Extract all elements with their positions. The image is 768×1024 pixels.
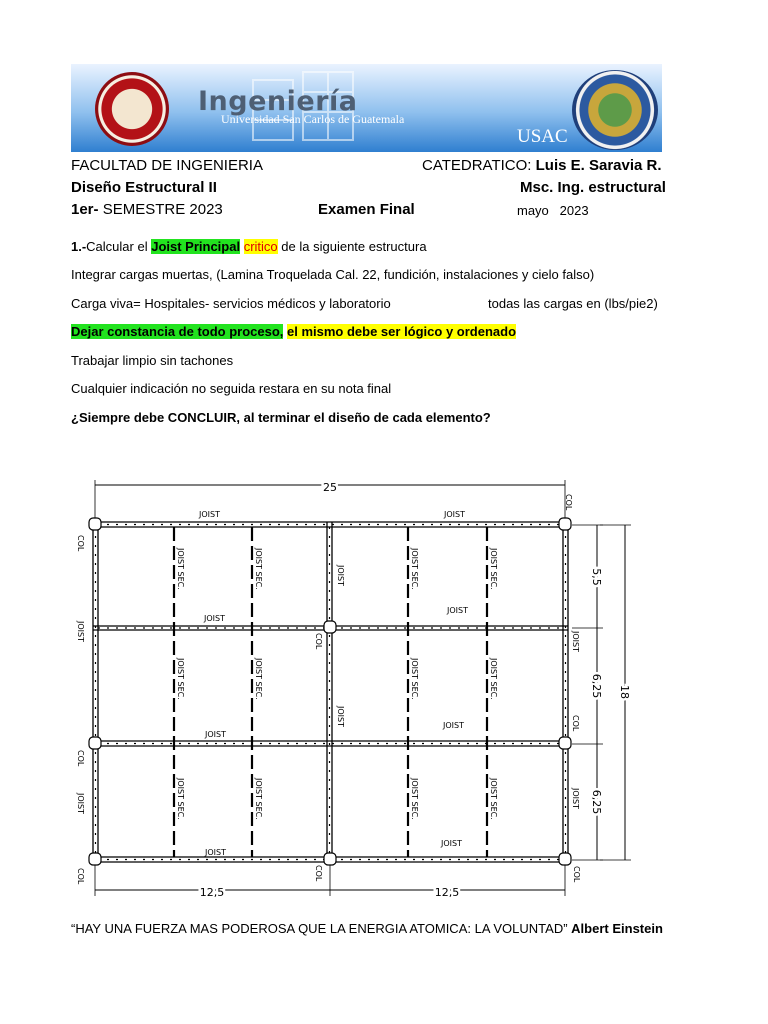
joist-label: JOIST [76, 621, 85, 642]
banner-title: Ingeniería [198, 86, 358, 117]
dim-bottom-left-label: 12,5 [199, 886, 225, 899]
joist-sec-label: JOIST SEC. [254, 548, 263, 590]
highlight-dejar-constancia: Dejar constancia de todo proceso, [71, 324, 284, 339]
semester-ordinal: 1er- [71, 201, 99, 218]
degree: Msc. Ing. estructural [520, 179, 666, 196]
column-symbol [89, 853, 101, 865]
column-symbol [559, 518, 571, 530]
question-line-2: Integrar cargas muertas, (Lamina Troquelada Cal. 22, fundición, instalaciones y cielo falso) [71, 267, 595, 282]
joist-label: JOIST [199, 510, 220, 519]
question-line-1-d: de la siguiente estructura [281, 239, 427, 254]
column-symbol [559, 737, 571, 749]
col-label: COL [572, 866, 581, 883]
col-label: COL [76, 750, 85, 767]
col-label: COL [76, 868, 85, 885]
joist-sec-label: JOIST SEC. [489, 778, 498, 820]
joist-sec-label: JOIST SEC. [410, 548, 419, 590]
quote [71, 921, 663, 936]
course-name: Diseño Estructural II [71, 179, 217, 196]
joist-label: JOIST [441, 839, 462, 848]
catedratico-label: CATEDRATICO: [422, 157, 532, 174]
question-line-7: ¿Siempre debe CONCLUIR, al terminar el diseño de cada elemento? [71, 410, 491, 425]
joist-sec-label: JOIST SEC. [489, 548, 498, 590]
semester-label: SEMESTRE 2023 [102, 201, 223, 218]
highlight-joist-principal: Joist Principal [151, 239, 241, 254]
question-line-3a: Carga viva= Hospitales- servicios médicos y laboratorio [71, 296, 391, 311]
column-symbol [559, 853, 571, 865]
column-symbol [89, 737, 101, 749]
column-symbol [89, 518, 101, 530]
column-symbol [324, 853, 336, 865]
joist-label: JOIST [205, 848, 226, 857]
joist-label: JOIST [205, 730, 226, 739]
question-line-6: Cualquier indicación no seguida restara en su nota final [71, 381, 392, 396]
col-label: COL [314, 633, 323, 650]
dim-total-label: 18 [618, 685, 631, 699]
col-label: COL [571, 715, 580, 732]
dim-bottom-right-label: 12,5 [434, 886, 460, 899]
question-line-1-a: Calcular el [86, 239, 148, 254]
joist-sec-label: JOIST SEC. [254, 658, 263, 700]
column-symbol [324, 621, 336, 633]
joist-label: JOIST [336, 706, 345, 727]
joist-label: JOIST [447, 606, 468, 615]
col-label: COL [76, 535, 85, 552]
joist-sec-label: JOIST SEC. [176, 548, 185, 590]
joist-label: JOIST [571, 788, 580, 809]
exam-date: mayo 2023 [517, 203, 589, 218]
joist-label: JOIST [204, 614, 225, 623]
exam-title: Examen Final [318, 201, 415, 218]
joist-sec-label: JOIST SEC. [176, 658, 185, 700]
usac-label: USAC [517, 126, 568, 147]
quote-author: Albert Einstein [571, 921, 663, 936]
joist-sec-label: JOIST SEC. [489, 658, 498, 700]
joist-label: JOIST [443, 721, 464, 730]
col-label: COL [314, 865, 323, 882]
col-label: COL [564, 494, 573, 511]
joist-label: JOIST [76, 793, 85, 814]
question-number: 1.- [71, 239, 87, 254]
quote-text: “HAY UNA FUERZA MAS PODEROSA QUE LA ENERGIA ATOMICA: LA VOLUNTAD” [71, 921, 568, 936]
joist-label: JOIST [336, 565, 345, 586]
question-line-5: Trabajar limpio sin tachones [71, 353, 234, 368]
dim-top-label: 25 [323, 481, 337, 494]
dim-right-2-label: 6,25 [590, 673, 603, 699]
highlight-logico-ordenado: el mismo debe ser lógico y ordenado [287, 324, 517, 339]
joist-sec-label: JOIST SEC. [176, 778, 185, 820]
dim-right-3-label: 6,25 [590, 789, 603, 815]
dim-right-1-label: 5,5 [590, 568, 603, 586]
faculty-name: FACULTAD DE INGENIERIA [71, 157, 263, 174]
question-line-3b: todas las cargas en (lbs/pie2) [488, 296, 658, 311]
joist-sec-label: JOIST SEC. [410, 658, 419, 700]
joist-sec-label: JOIST SEC. [254, 778, 263, 820]
joist-sec-label: JOIST SEC. [410, 778, 419, 820]
catedratico-name: Luis E. Saravia R. [535, 157, 662, 174]
joist-label: JOIST [444, 510, 465, 519]
highlight-critico: critico [243, 239, 278, 254]
banner-subtitle: Universidad San Carlos de Guatemala [221, 112, 405, 126]
joist-label: JOIST [571, 631, 580, 652]
